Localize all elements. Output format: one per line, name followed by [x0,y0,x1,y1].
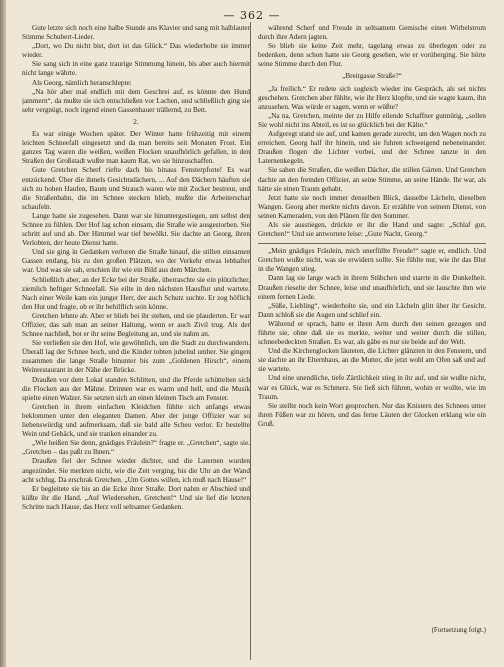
paragraph: Sie sang sich in eine ganz traurige Stimmung hinein, bis aber auch hiermit nicht lange währte. [22,60,250,78]
paragraph: Er begleitete sie bis an die Ecke ihrer Straße. Dort nahm er Abschied und küßte ihr die Hand. „Auf Wiedersehen, Gretchen!“ Und sie lief die letzten Schritte nach Hause, das Herz voll seltsamer Gedanken. [22,484,250,511]
paragraph: Sie sahen die Straßen, die weißen Dächer, die stillen Gärten. Und Gretchen dachte an den fremden Offizier, an seine Stimme, an seine Hände. Ihr war, als hätte sie einen Traum gehabt. [258,166,486,193]
column-divider [250,22,251,660]
section-number: 2. [133,117,139,126]
paragraph: „Na na, Gretchen, meinte der zu Hilfe eilende Schaffner gutmütig, „sollen Sie wohl nicht ins Abteil, es ist so glücklich bei der Kälte.“ [258,111,486,129]
paragraph: Und sie ging in Gedanken verloren die Straße hinauf, die stillen einsamen Gassen entlang, bis zu den großen Plätzen, wo der Verkehr etwas lebhafter war. Und was sie sah, erschien ihr wie ein Bild aus dem Märchen. [22,248,250,275]
paragraph: „Dort, wo Du nicht bist, dort ist das Glück.“ Das wiederholte sie immer wieder. [22,42,250,60]
paragraph: So blieb sie keine Zeit mehr, tagelang etwas zu überlegen oder zu bedenken, denn schon hatte sie Georg gesehen, wie er vorüberging. Sie hörte seine Stimme durch den Flur. [258,42,486,69]
paragraph: Gretchen lehnte ab. Aber er blieb bei ihr stehen, und sie plauderten. Er war Offizier, das sah man an seiner Haltung, wenn er auch Zivil trug. Als der Schnee nachließ, bot er ihr seine Begleitung an, und sie nahm an. [22,311,250,339]
right-column [258,24,486,624]
paragraph: „Wie heißen Sie denn, gnädiges Fräulein?“ fragte er. „Gretchen“, sagte sie. „Gretchen – das paßt zu Ihnen.“ [22,439,250,457]
paragraph: Dann lag sie lange wach in ihrem Stübchen und starrte in die Dunkelheit. Draußen rieselte der Schnee, leise und unaufhörlich, und sie lauschte ihm wie einem fernen Liede. [258,274,486,301]
paragraph: Und eine unendliche, tiefe Zärtlichkeit stieg in ihr auf, und sie wußte nicht, war es Glück, war es Schmerz. Sie ließ sich führen, wohin er wollte, wie im Traum. [258,374,486,401]
section-divider [258,243,486,244]
paragraph: „Na hör aber mal endlich mit dem Geschrei auf, es könnte den Hund jammern“, da mußte sie sich entschließen vor Lachen, und schließlich ging sie sehr vergnügt, noch irgend einen Gassenhauer trällernd, zu Bett. [22,87,250,114]
paragraph: Es war einige Wochen später. Der Winter hatte frühzeitig mit einem leichten Schneefall eingesetzt und da man bereits seit Monaten Frost. Ein ganzes Tag waren die weißen, weißen Flocken unaufhörlich gefallen, in den Straßen der Großstadt wußte man kaum Rat, wo sie hinzuschaffen. [22,130,250,166]
paragraph: Sie stellte noch kein Wort gesprochen. Nur das Knistern des Schnees unter ihren Füßen war zu hören, und das ferne Läuten der Glocken erklang wie ein Gruß. [258,401,486,428]
paragraph: Draußen vor dem Lokal standen Schlitten, und die Pferde schüttelten sich die Flocken aus der Mähne. Drinnen war es warm und hell, und die Musik spielte einen Walzer. Sie setzten sich an einen kleinen Tisch am Fenster. [22,375,250,402]
page-binding-edge [0,0,6,667]
page-number: — 362 — [223,9,281,22]
paragraph: Sie verließen sie den Hof, wie gewöhnlich, um die Stadt zu durchwandern. Überall lag der Schnee hoch, und die Kinder tobten jubelnd umher. Sie gingen zusammen die lange Straße hinunter bis zum „Goldenen Hirsch“, einem Weinrestaurant in der Nähe der Brücke. [22,339,250,375]
paragraph: Jetzt hatte sie noch immer denselben Blick, dasselbe Lächeln, dieselben Wangen. Georg aber merkte nichts davon. Er erzählte von seinem Dienst, von seinen Kameraden, von den Plänen für den Sommer. [258,193,486,220]
left-column [22,24,250,659]
paragraph: Schließlich aber, an der Ecke bei der Straße, überraschte sie ein plötzlicher, ziemlich heftiger Schneefall. Sie eilte in den nächsten Hausflur und wartete. Nach einer Weile kam ein junger Herr, der auch Schutz suchte. Er zog höflich den Hut und fragte, ob er ihr behilflich sein könne. [22,275,250,311]
paragraph: Als sie ausstiegen, drückte er ihr die Hand und sagte: „Schlaf gut, Gretchen!“ Und sie antwortete leise: „Gute Nacht, Georg.“ [258,220,486,239]
dialogue-line: „Breitgasse Straße?“ [342,72,402,81]
paragraph: Aufgeregt stand sie auf, und kamen gerade zurecht, um den Wagen noch zu erreichen. Georg half ihr hinein, und sie fuhren schweigend nebeneinander. Draußen flogen die Lichter vorbei, und der Schnee tanzte in den Laternenkegeln. [258,130,486,166]
continuation-note: (Fortsetzung folgt.) [431,626,486,634]
paragraph: Lange hatte sie zugesehen. Dann war sie hinuntergestiegen, um selbst den Schnee zu fühlen. Der Hof lag schon einsam, die Straße wie ausgestorben. Sie schritt auf und ab. Der Himmel war tief bewölkt. Sie dachte an Georg, ihren Verlobten, der heute Dienst hatte. [22,211,250,248]
paragraph: „Mein gnädiges Fräulein, mich unerfüllte Freude!“ sagte er, endlich. Und Gretchen wußte nicht, was sie erwidern sollte. Sie fühlte nur, wie ihr das Blut in die Wangen stieg. [258,247,486,274]
paragraph: Gute letzte sich noch eine halbe Stunde ans Klavier und sang mit halblauter Stimme Schubert-Lieder. [22,24,250,42]
paragraph: „Ja freilich.“ Er redete sich sogleich wieder ins Gespräch, als sei nichts geschehen. Gretchen aber fühlte, wie ihr Herz klopfte, und sie wagte kaum, ihn anzusehen. Was würde er sagen, wenn er wüßte? [258,84,486,111]
paragraph: Als Georg, nämlich heranschlepte: [32,78,132,87]
paragraph: während Scherf und Freude in seltsamem Gemische einen Wirbelstrom durch ihre Adern jagten. [258,24,486,42]
paragraph: „Süße, Liebling“, wiederholte sie, und ein Lächeln glitt über ihr Gesicht. Dann schloß sie die Augen und schlief ein. [258,301,486,319]
paragraph: Gretchen in ihrem einfachen Kleidchen fühlte sich anfangs etwas beklommen unter den eleganten Damen. Aber der junge Offizier war so liebenswürdig und aufmerksam, daß sie bald alle Scheu verlor. Er bestellte Wein und Gebäck, und sie tranken einander zu. [22,402,250,439]
paragraph: Während er sprach, hatte er ihren Arm durch den seinen gezogen und führte sie, ohne daß sie es merkte, weiter und weiter durch die stillen, schneebedeckten Straßen. Es war, als gäbe es nur sie beide auf der Welt. [258,319,486,347]
paragraph: Gute Gretchen Scherf riefte dach bis binaus Fensterpforte! Es war entzückend. Über die ihmels Gesichtsdächern, ... Auf den Dächern häuften sie sich zu hohen Haufen, Baum und Strauch waren wie mit Zucker bestreut, und die Straßenbahn, die im Schnee stecken blieb, mußte die Arbeiterschar schaufeln. [22,166,250,211]
paragraph: Draußen fiel der Schnee wieder dichter, und die Laternen wurden angezündet. Sie merkten nicht, wie die Zeit verging, bis die Uhr an der Wand acht schlug. Da erschrak Gretchen. „Um Gottes willen, ich muß nach Hause!“ [22,457,250,484]
paragraph: Und die Kirchenglocken läuteten, die Lichter glänzten in den Fenstern, und sie dachte an ihr Elternhaus, an die Mutter, die jetzt wohl am Ofen saß und auf sie wartete. [258,347,486,374]
